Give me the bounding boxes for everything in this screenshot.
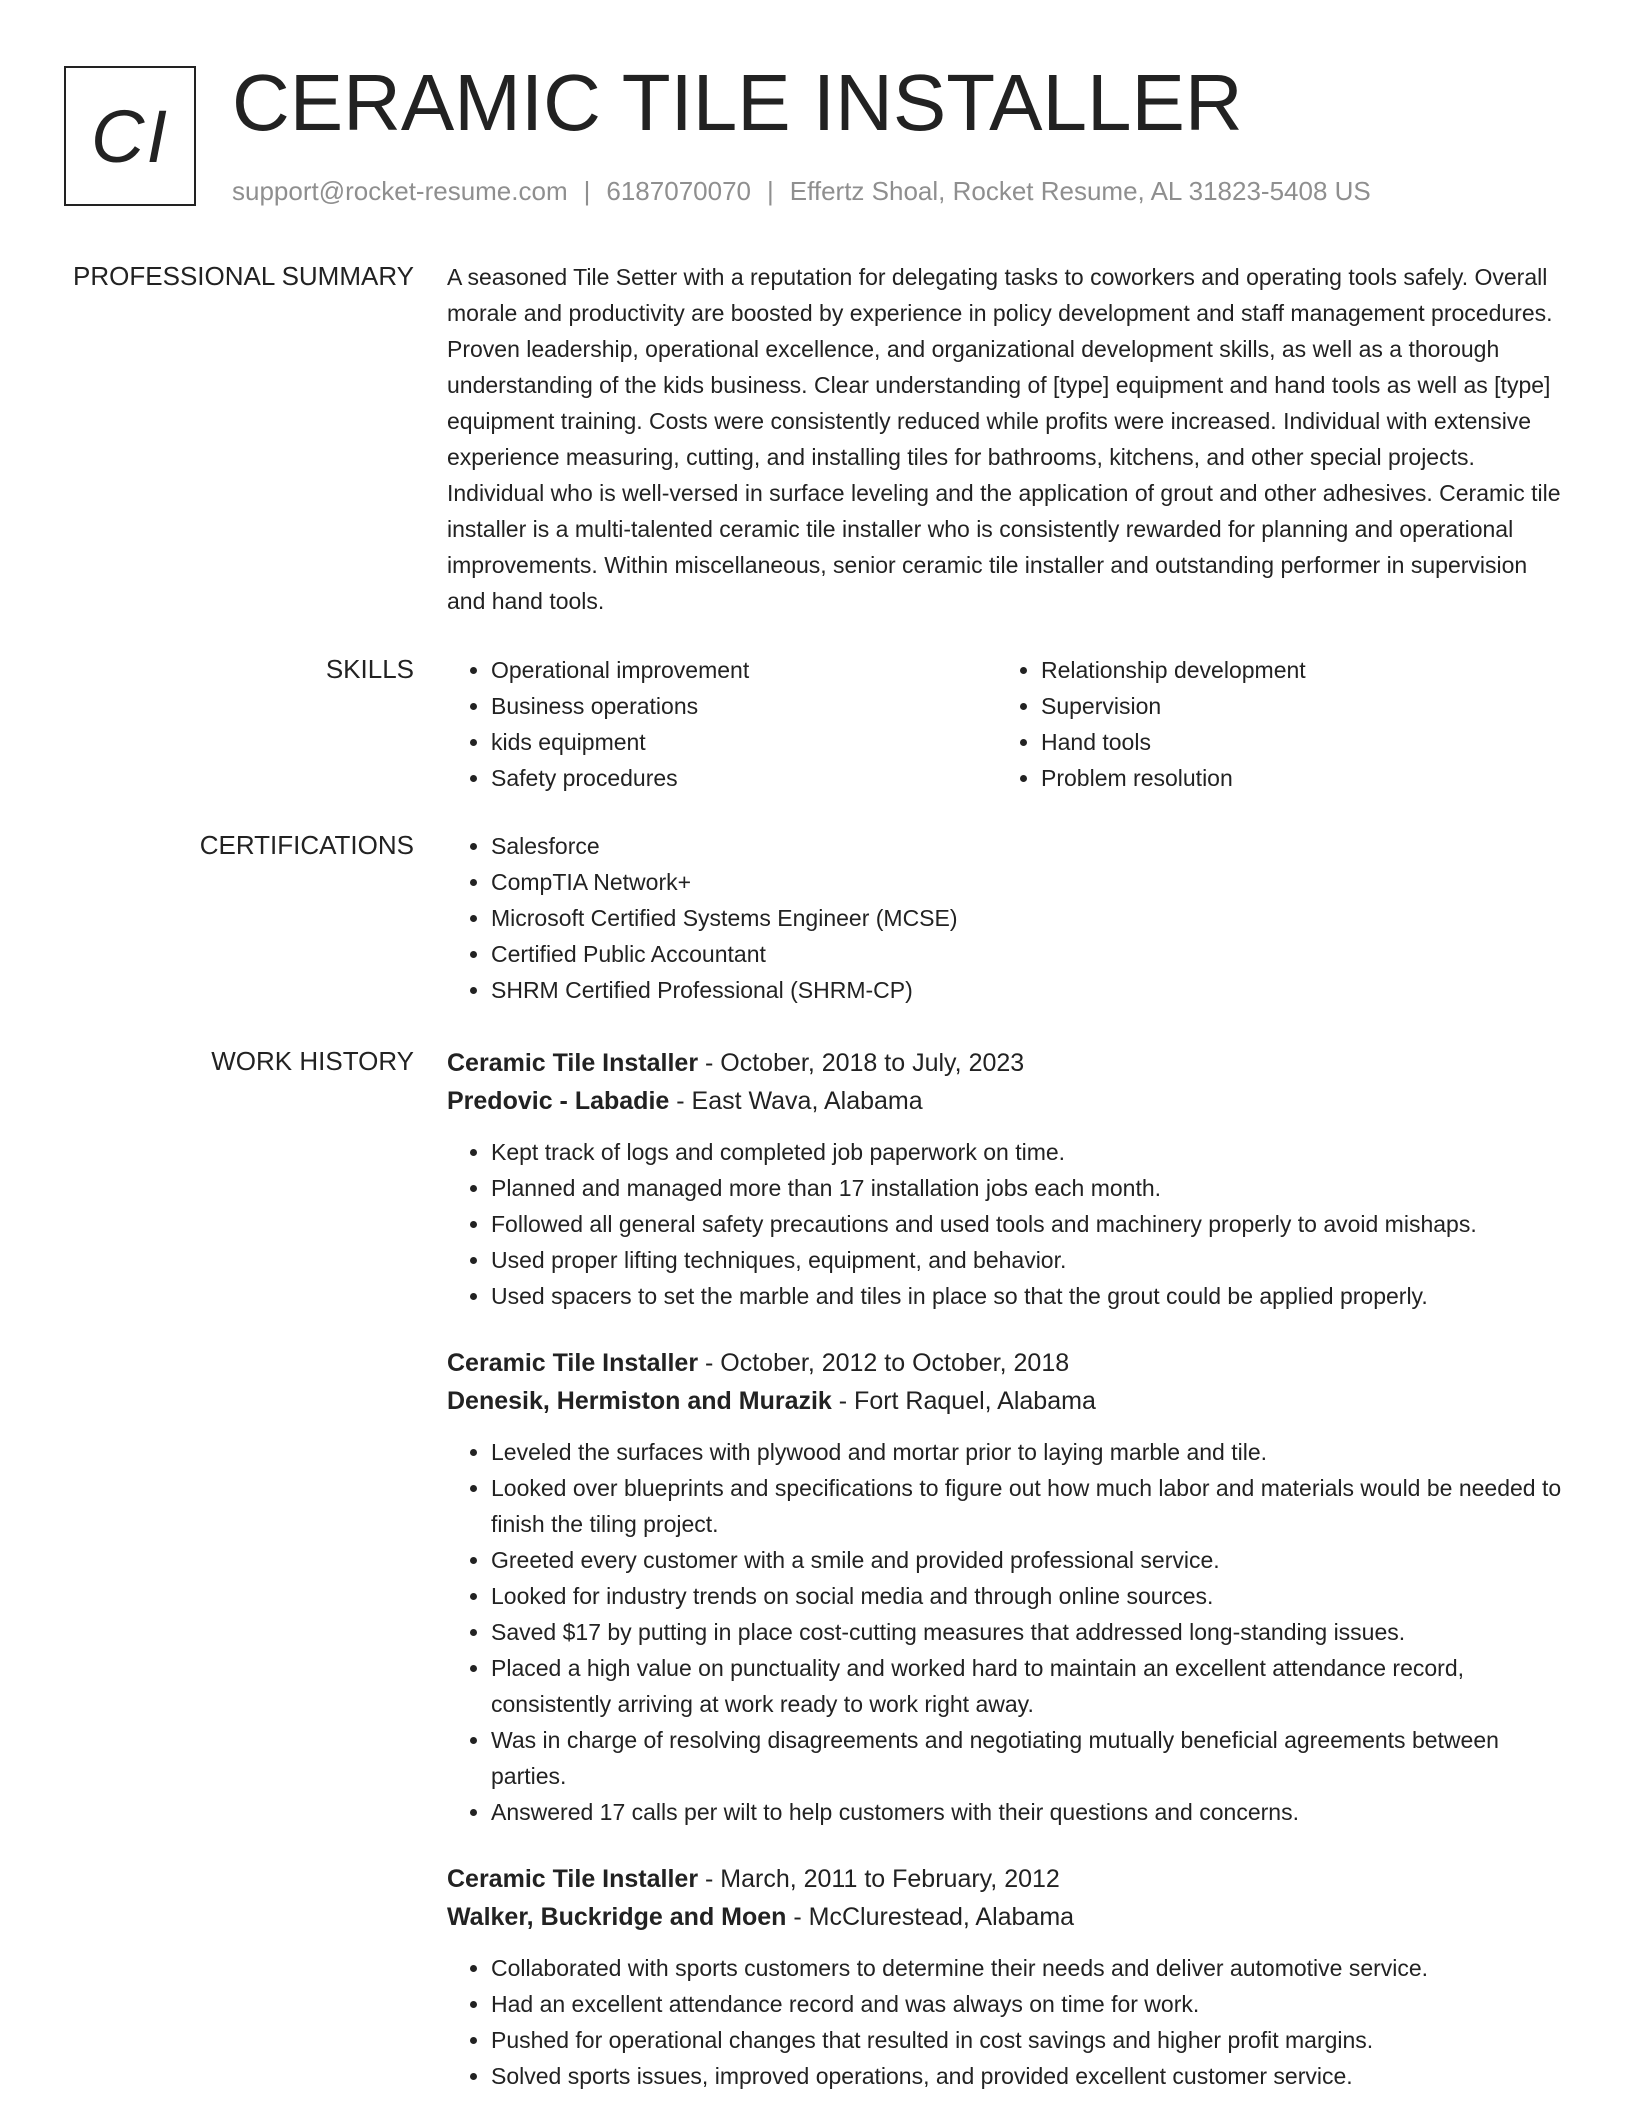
certification-item: • Microsoft Certified Systems Engineer (MCSE) [491,900,1567,936]
job-title: Ceramic Tile Installer [447,1049,699,1077]
job-entry [447,1344,1567,1830]
job-entry [447,1860,1567,2094]
job-bullet: • Was in charge of resolving disagreements and negotiating mutually beneficial agreements between parties. [491,1722,1567,1794]
job-company: Denesik, Hermiston and Murazik [447,1387,832,1415]
job-title: Ceramic Tile Installer [447,1865,699,1893]
job-bullets [447,1134,1567,1314]
job-bullet: • Placed a high value on punctuality and worked hard to maintain an excellent attendance record, consistently arriving at work ready to work right away. [491,1650,1567,1722]
job-location: - East Wava, Alabama [669,1087,923,1115]
job-title: Ceramic Tile Installer [447,1349,699,1377]
job-bullets [447,1950,1567,2094]
skill-item: • Business operations [491,688,997,724]
monogram-logo: CI [64,66,196,206]
contact-separator: | [767,176,774,206]
job-bullet: • Had an excellent attendance record and was always on time for work. [491,1986,1567,2022]
job-dates: - October, 2018 to July, 2023 [698,1049,1025,1077]
job-bullet: • Used spacers to set the marble and tiles in place so that the grout could be applied properly. [491,1278,1567,1314]
certifications-heading: CERTIFICATIONS [199,830,414,860]
certification-item: • Certified Public Accountant [491,936,1567,972]
skill-item: • kids equipment [491,724,997,760]
work-history-heading: WORK HISTORY [211,1046,414,1076]
certification-item: • SHRM Certified Professional (SHRM-CP) [491,972,1567,1008]
job-bullets [447,1434,1567,1830]
job-bullet: • Looked for industry trends on social media and through online sources. [491,1578,1567,1614]
skill-item: • Problem resolution [1041,760,1547,796]
job-title-line [447,1344,1567,1382]
job-company-line [447,1382,1567,1420]
job-bullet: • Saved $17 by putting in place cost-cutting measures that addressed long-standing issues. [491,1614,1567,1650]
skill-item: • Supervision [1041,688,1547,724]
resume-name: CERAMIC TILE INSTALLER [232,58,1243,147]
job-bullet: • Kept track of logs and completed job paperwork on time. [491,1134,1567,1170]
job-bullet: • Solved sports issues, improved operations, and provided excellent customer service. [491,2058,1567,2094]
job-bullet: • Greeted every customer with a smile and provided professional service. [491,1542,1567,1578]
certification-item: • Salesforce [491,828,1567,864]
job-title-line [447,1044,1567,1082]
contact-phone: 6187070070 [606,176,751,206]
job-bullet: • Answered 17 calls per wilt to help customers with their questions and concerns. [491,1794,1567,1830]
contact-address: Effertz Shoal, Rocket Resume, AL 31823-5408 US [789,176,1371,206]
skill-item: • Relationship development [1041,652,1547,688]
skills-list-left [447,652,997,796]
job-company: Predovic - Labadie [447,1087,670,1115]
summary-heading: PROFESSIONAL SUMMARY [73,261,414,291]
job-bullet: • Looked over blueprints and specifications to figure out how much labor and materials would be needed to finish the tiling project. [491,1470,1567,1542]
job-bullet: • Planned and managed more than 17 installation jobs each month. [491,1170,1567,1206]
skills-section [447,652,1567,796]
job-location: - Fort Raquel, Alabama [831,1387,1096,1415]
skills-heading: SKILLS [325,654,414,684]
contact-separator: | [583,176,591,206]
certification-item: • CompTIA Network+ [491,864,1567,900]
job-bullet: • Used proper lifting techniques, equipment, and behavior. [491,1242,1567,1278]
skills-list-right [997,652,1547,796]
skill-item: • Safety procedures [491,760,997,796]
job-dates: - October, 2012 to October, 2018 [698,1349,1070,1377]
job-company: Walker, Buckridge and Moen [447,1903,787,1931]
certifications-list [447,828,1567,1008]
work-history-section [447,1044,1567,2124]
job-bullet: • Leveled the surfaces with plywood and mortar prior to laying marble and tile. [491,1434,1567,1470]
job-company-line [447,1898,1567,1936]
job-company-line [447,1082,1567,1120]
contact-email: support@rocket-resume.com [232,176,568,206]
certifications-section [447,828,1567,1008]
job-bullet: • Followed all general safety precautions and used tools and machinery properly to avoid mishaps. [491,1206,1567,1242]
job-entry [447,1044,1567,1314]
job-bullet: • Collaborated with sports customers to determine their needs and deliver automotive service. [491,1950,1567,1986]
job-dates: - March, 2011 to February, 2012 [698,1865,1060,1893]
summary-section [447,259,1567,619]
contact-line [232,174,1371,208]
summary-text: A seasoned Tile Setter with a reputation for delegating tasks to coworkers and operating tools safely. Overall morale and productivity are boosted by experience in policy development and staff management procedures. Proven leadership, operational excellence, and organizational development skills, as well as a thorough understanding of the kids business. Clear understanding of [type] equipment and hand tools as well as [type] equipment training. Costs were consistently reduced while profits were increased. Individual with extensive experience measuring, cutting, and installing tiles for bathrooms, kitchens, and other special projects. Individual who is well-versed in surface leveling and the application of grout and other adhesives. Ceramic tile installer is a multi-talented ceramic tile installer who is consistently rewarded for planning and operational improvements. Within miscellaneous, senior ceramic tile installer and outstanding performer in supervision and hand tools. [447,264,1561,614]
skill-item: • Hand tools [1041,724,1547,760]
skill-item: • Operational improvement [491,652,997,688]
job-title-line [447,1860,1567,1898]
job-bullet: • Pushed for operational changes that resulted in cost savings and higher profit margins. [491,2022,1567,2058]
job-location: - McClurestead, Alabama [786,1903,1075,1931]
